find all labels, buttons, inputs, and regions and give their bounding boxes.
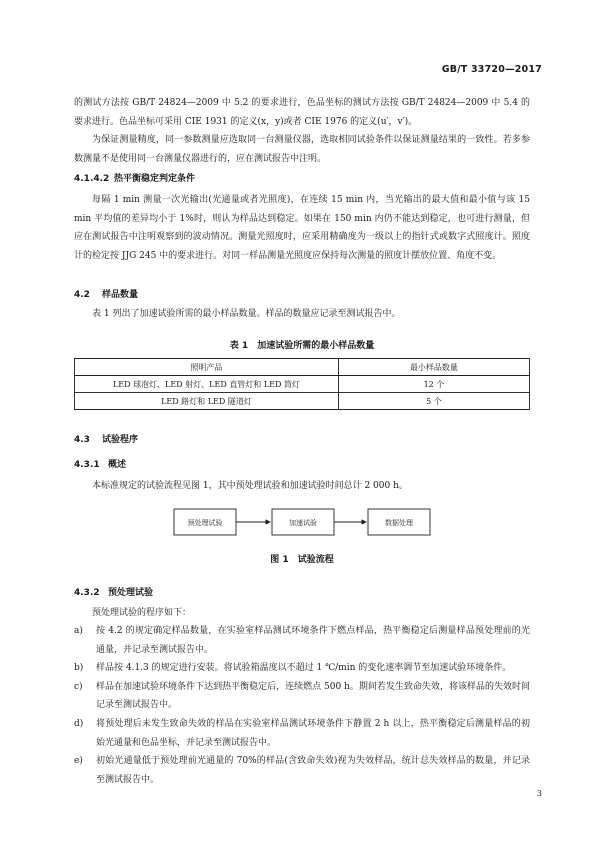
section-heading-4-3-2: [74, 585, 153, 598]
list-item-text: 初始光通量低于预处理前光通量的 70%的样品(含致命失效)视为失效样品，统计总失效样品的数量，并记录至测试报告中。: [96, 756, 530, 785]
paragraph-continued: 的测试方法按 GB/T 24824—2009 中 5.2 的要求进行，色品坐标的测试方法按 GB/T 24824—2009 中 5.4 的要求进行。色品坐标可采用 CIE 1931 的定义(x，y)或者 CIE 1976 的定义(u′，v′)。: [74, 98, 530, 127]
list-marker: c): [74, 681, 83, 692]
standard-number: GB/T 33720—2017: [441, 64, 542, 75]
table-header-row: [75, 359, 530, 376]
section-number: 4.3.1: [74, 460, 100, 470]
paragraph-same-instrument: 为保证测量精度，同一参数测量应选取同一台测量仪器，选取相同试验条件以保证测量结果的一致性。若多参数测量不是使用同一台测量仪器进行的，应在测试报告中注明。: [74, 135, 530, 164]
list-item: [74, 622, 530, 659]
table-row: [75, 393, 530, 410]
list-item-text: 样品按 4.1.3 的规定进行安装。将试验箱温度以不超过 1 ℃/min 的变化速率调节至加速试验环境条件。: [96, 663, 512, 674]
table-cell: 5 个: [338, 393, 529, 410]
flow-label-data-processing: 数据处理: [385, 519, 413, 527]
section-heading-4-3-1: [74, 457, 126, 470]
section-title: 热平衡稳定判定条件: [114, 174, 196, 184]
section-title: 预处理试验: [108, 588, 154, 598]
test-flow-diagram: [172, 505, 432, 539]
flow-label-accelerated-test: 加速试验: [289, 519, 317, 527]
list-marker: a): [74, 626, 83, 636]
table-header-cell: 最小样品数量: [338, 359, 529, 376]
section-title: 样品数量: [102, 290, 139, 300]
list-item-text: 将预处理后未发生致命失效的样品在实验室样品测试环境条件下静置 2 h 以上，热平衡稳定后测量样品的初始光通量和色品坐标，并记录至测试报告中。: [96, 718, 530, 748]
section-heading-4-1-4-2: [74, 171, 195, 184]
list-marker: e): [74, 756, 83, 767]
paragraph-pretreatment-intro: 预处理试验的程序如下：: [92, 608, 192, 618]
section-number: 4.1.4.2: [74, 174, 110, 184]
table-cell: LED 路灯和 LED 隧道灯: [75, 393, 339, 410]
section-title: 试验程序: [102, 435, 139, 445]
figure-caption: 图 1 试验流程: [270, 555, 334, 565]
list-item: [74, 659, 530, 678]
list-marker: b): [74, 663, 84, 674]
table-cell: LED 球泡灯、LED 射灯、LED 直管灯和 LED 筒灯: [75, 376, 339, 393]
list-item-text: 按 4.2 的规定确定样品数量，在实验室样品测试环境条件下燃点样品，热平衡稳定后测量样品预处理前的光通量，并记录至测试报告中。: [96, 626, 530, 655]
table-caption: 表 1 加速试验所需的最小样品数量: [229, 341, 375, 351]
list-item-text: 样品在加速试验环境条件下达到热平衡稳定后，连续燃点 500 h。期间若发生致命失效，将该样品的失效时间记录至测试报告中。: [96, 681, 530, 711]
table-row: [75, 376, 530, 393]
list-item: [74, 715, 530, 752]
sample-quantity-table: [74, 358, 530, 410]
pretreatment-steps-list: [74, 622, 530, 789]
table-cell: 12 个: [338, 376, 529, 393]
list-item: [74, 678, 530, 715]
flow-label-pretreatment: 预处理试验: [187, 519, 223, 527]
table-header-cell: 照明产品: [75, 359, 339, 376]
section-number: 4.2: [74, 290, 90, 300]
list-marker: d): [74, 718, 84, 729]
section-heading-4-2: [74, 287, 138, 300]
section-heading-4-3: [74, 432, 138, 445]
section-number: 4.3: [74, 435, 90, 445]
list-item: [74, 752, 530, 789]
paragraph-thermal-stability: 每隔 1 min 测量一次光输出(光通量或者光照度)，在连续 15 min 内，当光输出的最大值和最小值与该 15 min 平均值的差异均小于 1%时，则认为样品达到稳定。如果在 150 min 内仍不能达到稳定，也可进行测量，但应在测试报告中注明观察到的波动情况。测量光照度时，应采用精确度为一级以上的指针式或数字式照度计。照度计的检定按 JJG 245 中的要求进行。对同一样品测量光照度应保持每次测量的照度计摆放位置、角度不变。: [74, 195, 530, 261]
paragraph-sample-quantity: 表 1 列出了加速试验所需的最小样品数量。样品的数量应记录至测试报告中。: [92, 309, 401, 319]
section-title: 概述: [108, 460, 127, 470]
paragraph-overview: 本标准规定的试验流程见图 1，其中预处理试验和加速试验时间总计 2 000 h。: [92, 481, 408, 491]
section-number: 4.3.2: [74, 588, 100, 598]
page-number: 3: [536, 789, 542, 798]
